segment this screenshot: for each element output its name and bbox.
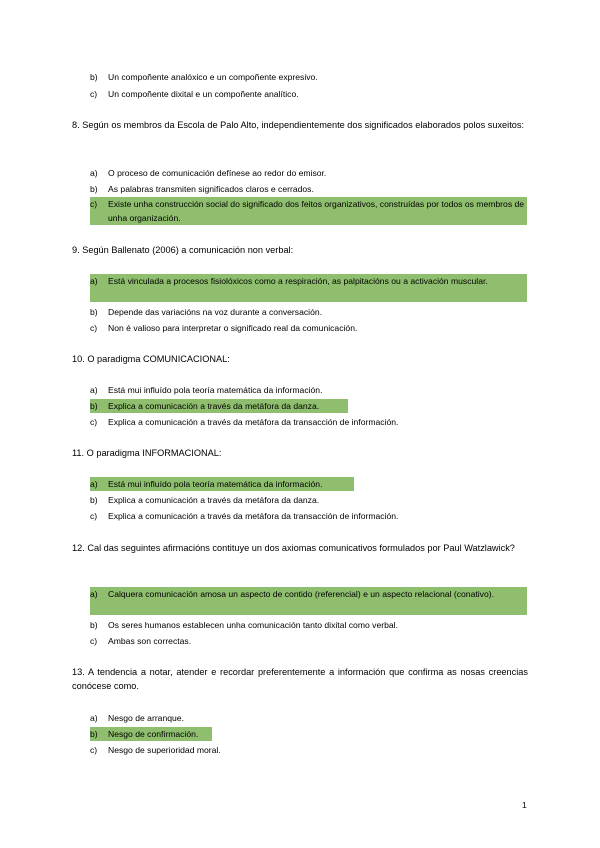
- option-text: Un compoñente analóxico e un compoñente expresivo.: [108, 72, 318, 82]
- option-text: Está mui influído pola teoría matemática da información.: [108, 385, 323, 395]
- option-text: Explica a comunicación a través da metáfora da danza.: [108, 495, 320, 505]
- option-text: Está mui influído pola teoría matemática da información.: [108, 479, 323, 489]
- option-label: c): [90, 745, 98, 755]
- question-13: 13. A tendencia a notar, atender e recordar preferentemente a información que confirma as nosas creencias conócese como.: [72, 667, 528, 691]
- option-label: b): [90, 729, 98, 739]
- question-9: 9. Según Ballenato (2006) a comunicación non verbal:: [72, 245, 294, 255]
- option-label: c): [90, 511, 98, 521]
- option-label: a): [90, 479, 98, 489]
- option-label: c): [90, 89, 98, 99]
- option-label: c): [90, 199, 98, 209]
- option-text: As palabras transmiten significados claros e cerrados.: [108, 184, 314, 194]
- question-12: 12. Cal das seguintes afirmacións contituye un dos axiomas comunicativos formulados por Paul Watzlawick?: [72, 543, 515, 553]
- option-label: b): [90, 184, 98, 194]
- option-text: Nesgo de arranque.: [108, 713, 184, 723]
- option-label: c): [90, 636, 98, 646]
- option-text: Un compoñente dixital e un compoñente analítico.: [108, 89, 299, 99]
- option-text: Os seres humanos establecen unha comunicación tanto dixital como verbal.: [108, 620, 398, 630]
- option-text: Explica a comunicación a través da metáfora da transacción de información.: [108, 417, 399, 427]
- option-label: c): [90, 417, 98, 427]
- question-8: 8. Según os membros da Escola de Palo Alto, independientemente dos significados elaborados polos suxeitos:: [72, 120, 525, 130]
- option-text: Explica a comunicación a través da metáfora da transacción de información.: [108, 511, 399, 521]
- option-text: Nesgo de confirmación.: [108, 729, 199, 739]
- question-10: 10. O paradigma COMUNICACIONAL:: [72, 354, 230, 364]
- option-text: Non é valioso para interpretar o significado real da comunicación.: [108, 323, 358, 333]
- option-text: Depende das variacións na voz durante a conversación.: [108, 307, 323, 317]
- option-text: Calquera comunicación amosa un aspecto de contido (referencial) e un aspecto relacional (conativo).: [108, 589, 494, 599]
- option-label: a): [90, 385, 98, 395]
- page-number: 1: [522, 800, 527, 810]
- option-label: b): [90, 72, 98, 82]
- option-label: a): [90, 276, 98, 286]
- option-label: a): [90, 168, 98, 178]
- option-label: b): [90, 620, 98, 630]
- option-text: Está vinculada a procesos fisiolóxicos como a respiración, as palpitacións ou a activación muscular.: [108, 276, 488, 286]
- option-text: Ambas son correctas.: [108, 636, 192, 646]
- option-text: O proceso de comunicación defínese ao redor do emisor.: [108, 168, 327, 178]
- option-label: a): [90, 589, 98, 599]
- option-label: b): [90, 307, 98, 317]
- option-label: b): [90, 401, 98, 411]
- option-label: c): [90, 323, 98, 333]
- option-label: a): [90, 713, 98, 723]
- option-text: Nesgo de superioridad moral.: [108, 745, 221, 755]
- option-label: b): [90, 495, 98, 505]
- question-11: 11. O paradigma INFORMACIONAL:: [72, 448, 222, 458]
- option-text: Existe unha construcción social do significado dos feitos organizativos, construídas por todos os membros de unha organización.: [108, 199, 525, 223]
- option-text: Explica a comunicación a través da metáfora da danza.: [108, 401, 320, 411]
